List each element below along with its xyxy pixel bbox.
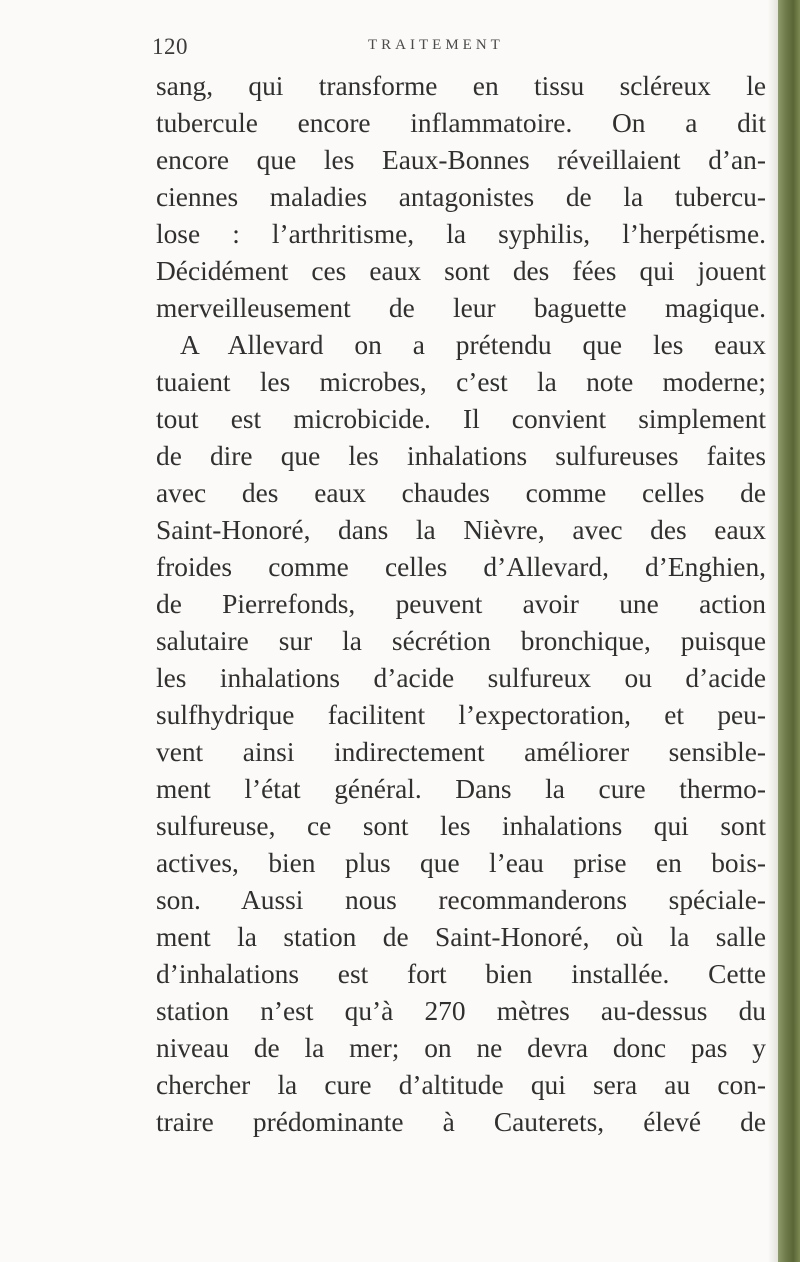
text-line: niveau de la mer; on ne devra donc pas y [156, 1033, 766, 1063]
text-line: froides comme celles d’Allevard, d’Enghien, [156, 552, 766, 582]
text-line: sulfureuse, ce sont les inhalations qui sont [156, 811, 766, 841]
text-line: vent ainsi indirectement améliorer sensible- [156, 737, 766, 767]
text-line: chercher la cure d’altitude qui sera au con- [156, 1070, 766, 1100]
text-line: ment l’état général. Dans la cure thermo- [156, 774, 766, 804]
running-head: TRAITEMENT [368, 37, 504, 53]
text-line: A Allevard on a prétendu que les eaux [180, 330, 766, 360]
text-line: merveilleusement de leur baguette magique. [156, 293, 766, 323]
text-line: son. Aussi nous recommanderons spéciale- [156, 885, 766, 915]
text-line: station n’est qu’à 270 mètres au-dessus du [156, 996, 766, 1026]
text-line: encore que les Eaux-Bonnes réveillaient d’an- [156, 145, 766, 175]
text-line: avec des eaux chaudes comme celles de [156, 478, 766, 508]
book-edge [778, 0, 800, 1262]
text-line: actives, bien plus que l’eau prise en bois- [156, 848, 766, 878]
text-line: tuaient les microbes, c’est la note moderne; [156, 367, 766, 397]
text-line: Décidément ces eaux sont des fées qui jouent [156, 256, 766, 286]
text-line: de Pierrefonds, peuvent avoir une action [156, 589, 766, 619]
text-line: d’inhalations est fort bien installée. Cette [156, 959, 766, 989]
text-line: sang, qui transforme en tissu scléreux le [156, 71, 766, 101]
text-line: tout est microbicide. Il convient simplement [156, 404, 766, 434]
text-line: les inhalations d’acide sulfureux ou d’acide [156, 663, 766, 693]
body-text [156, 68, 766, 1141]
page-number: 120 [152, 34, 188, 59]
text-line: ciennes maladies antagonistes de la tubercu- [156, 182, 766, 212]
text-line: de dire que les inhalations sulfureuses faites [156, 441, 766, 471]
text-line: ment la station de Saint-Honoré, où la salle [156, 922, 766, 952]
text-line: salutaire sur la sécrétion bronchique, puisque [156, 626, 766, 656]
text-line: traire prédominante à Cauterets, élevé de [156, 1107, 766, 1137]
text-line: Saint-Honoré, dans la Nièvre, avec des eaux [156, 515, 766, 545]
page-header [152, 30, 752, 70]
text-line: sulfhydrique facilitent l’expectoration, et peu- [156, 700, 766, 730]
text-line: lose : l’arthritisme, la syphilis, l’herpétisme. [156, 219, 766, 249]
text-line: tubercule encore inflammatoire. On a dit [156, 108, 766, 138]
